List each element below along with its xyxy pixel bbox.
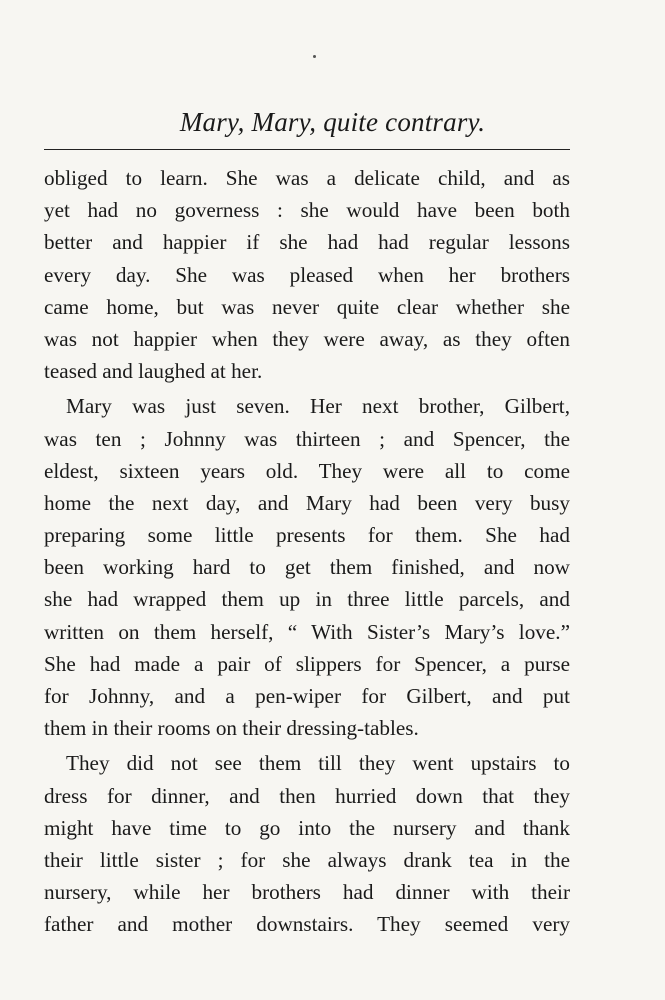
text-line: dress for dinner, and then hurried down that they [44,783,570,808]
text-line: was ten ; Johnny was thirteen ; and Spencer, the [44,426,570,451]
paragraph-2 [44,390,570,744]
body-text [44,162,570,941]
text-line: teased and laughed at her. [44,359,263,384]
header-rule [44,149,570,150]
text-line: them in their rooms on their dressing-tables. [44,716,419,741]
text-line: She had made a pair of slippers for Spencer, a purse [44,651,570,676]
running-head: Mary, Mary, quite contrary. [179,107,486,137]
text-line: came home, but was never quite clear whether she [44,294,570,319]
text-line: was not happier when they were away, as they often [44,326,570,351]
text-line: preparing some little presents for them. She had [44,523,570,548]
text-line: They did not see them till they went upstairs to [66,751,570,776]
text-line: Mary was just seven. Her next brother, Gilbert, [66,394,570,419]
text-line: she had wrapped them up in three little parcels, and [44,587,570,612]
text-line: might have time to go into the nursery and thank [44,815,570,840]
text-line: their little sister ; for she always drank tea in the [44,847,570,872]
text-line: nursery, while her brothers had dinner with their [44,880,570,905]
paragraph-1 [44,162,570,387]
print-speck [313,55,316,58]
text-line: yet had no governess : she would have been both [44,198,570,223]
text-line: father and mother downstairs. They seemed very [44,912,570,937]
text-line: eldest, sixteen years old. They were all to come [44,458,570,483]
text-line: obliged to learn. She was a delicate child, and as [44,166,570,190]
text-line: been working hard to get them finished, and now [44,555,570,580]
text-line: home the next day, and Mary had been very busy [44,490,570,515]
text-line: written on them herself, “ With Sister’s Mary’s love.” [44,619,570,644]
text-line: every day. She was pleased when her brothers [44,262,570,287]
text-line: better and happier if she had had regular lessons [44,230,570,255]
text-line: for Johnny, and a pen-wiper for Gilbert, and put [44,684,570,708]
paragraph-3 [44,747,570,940]
